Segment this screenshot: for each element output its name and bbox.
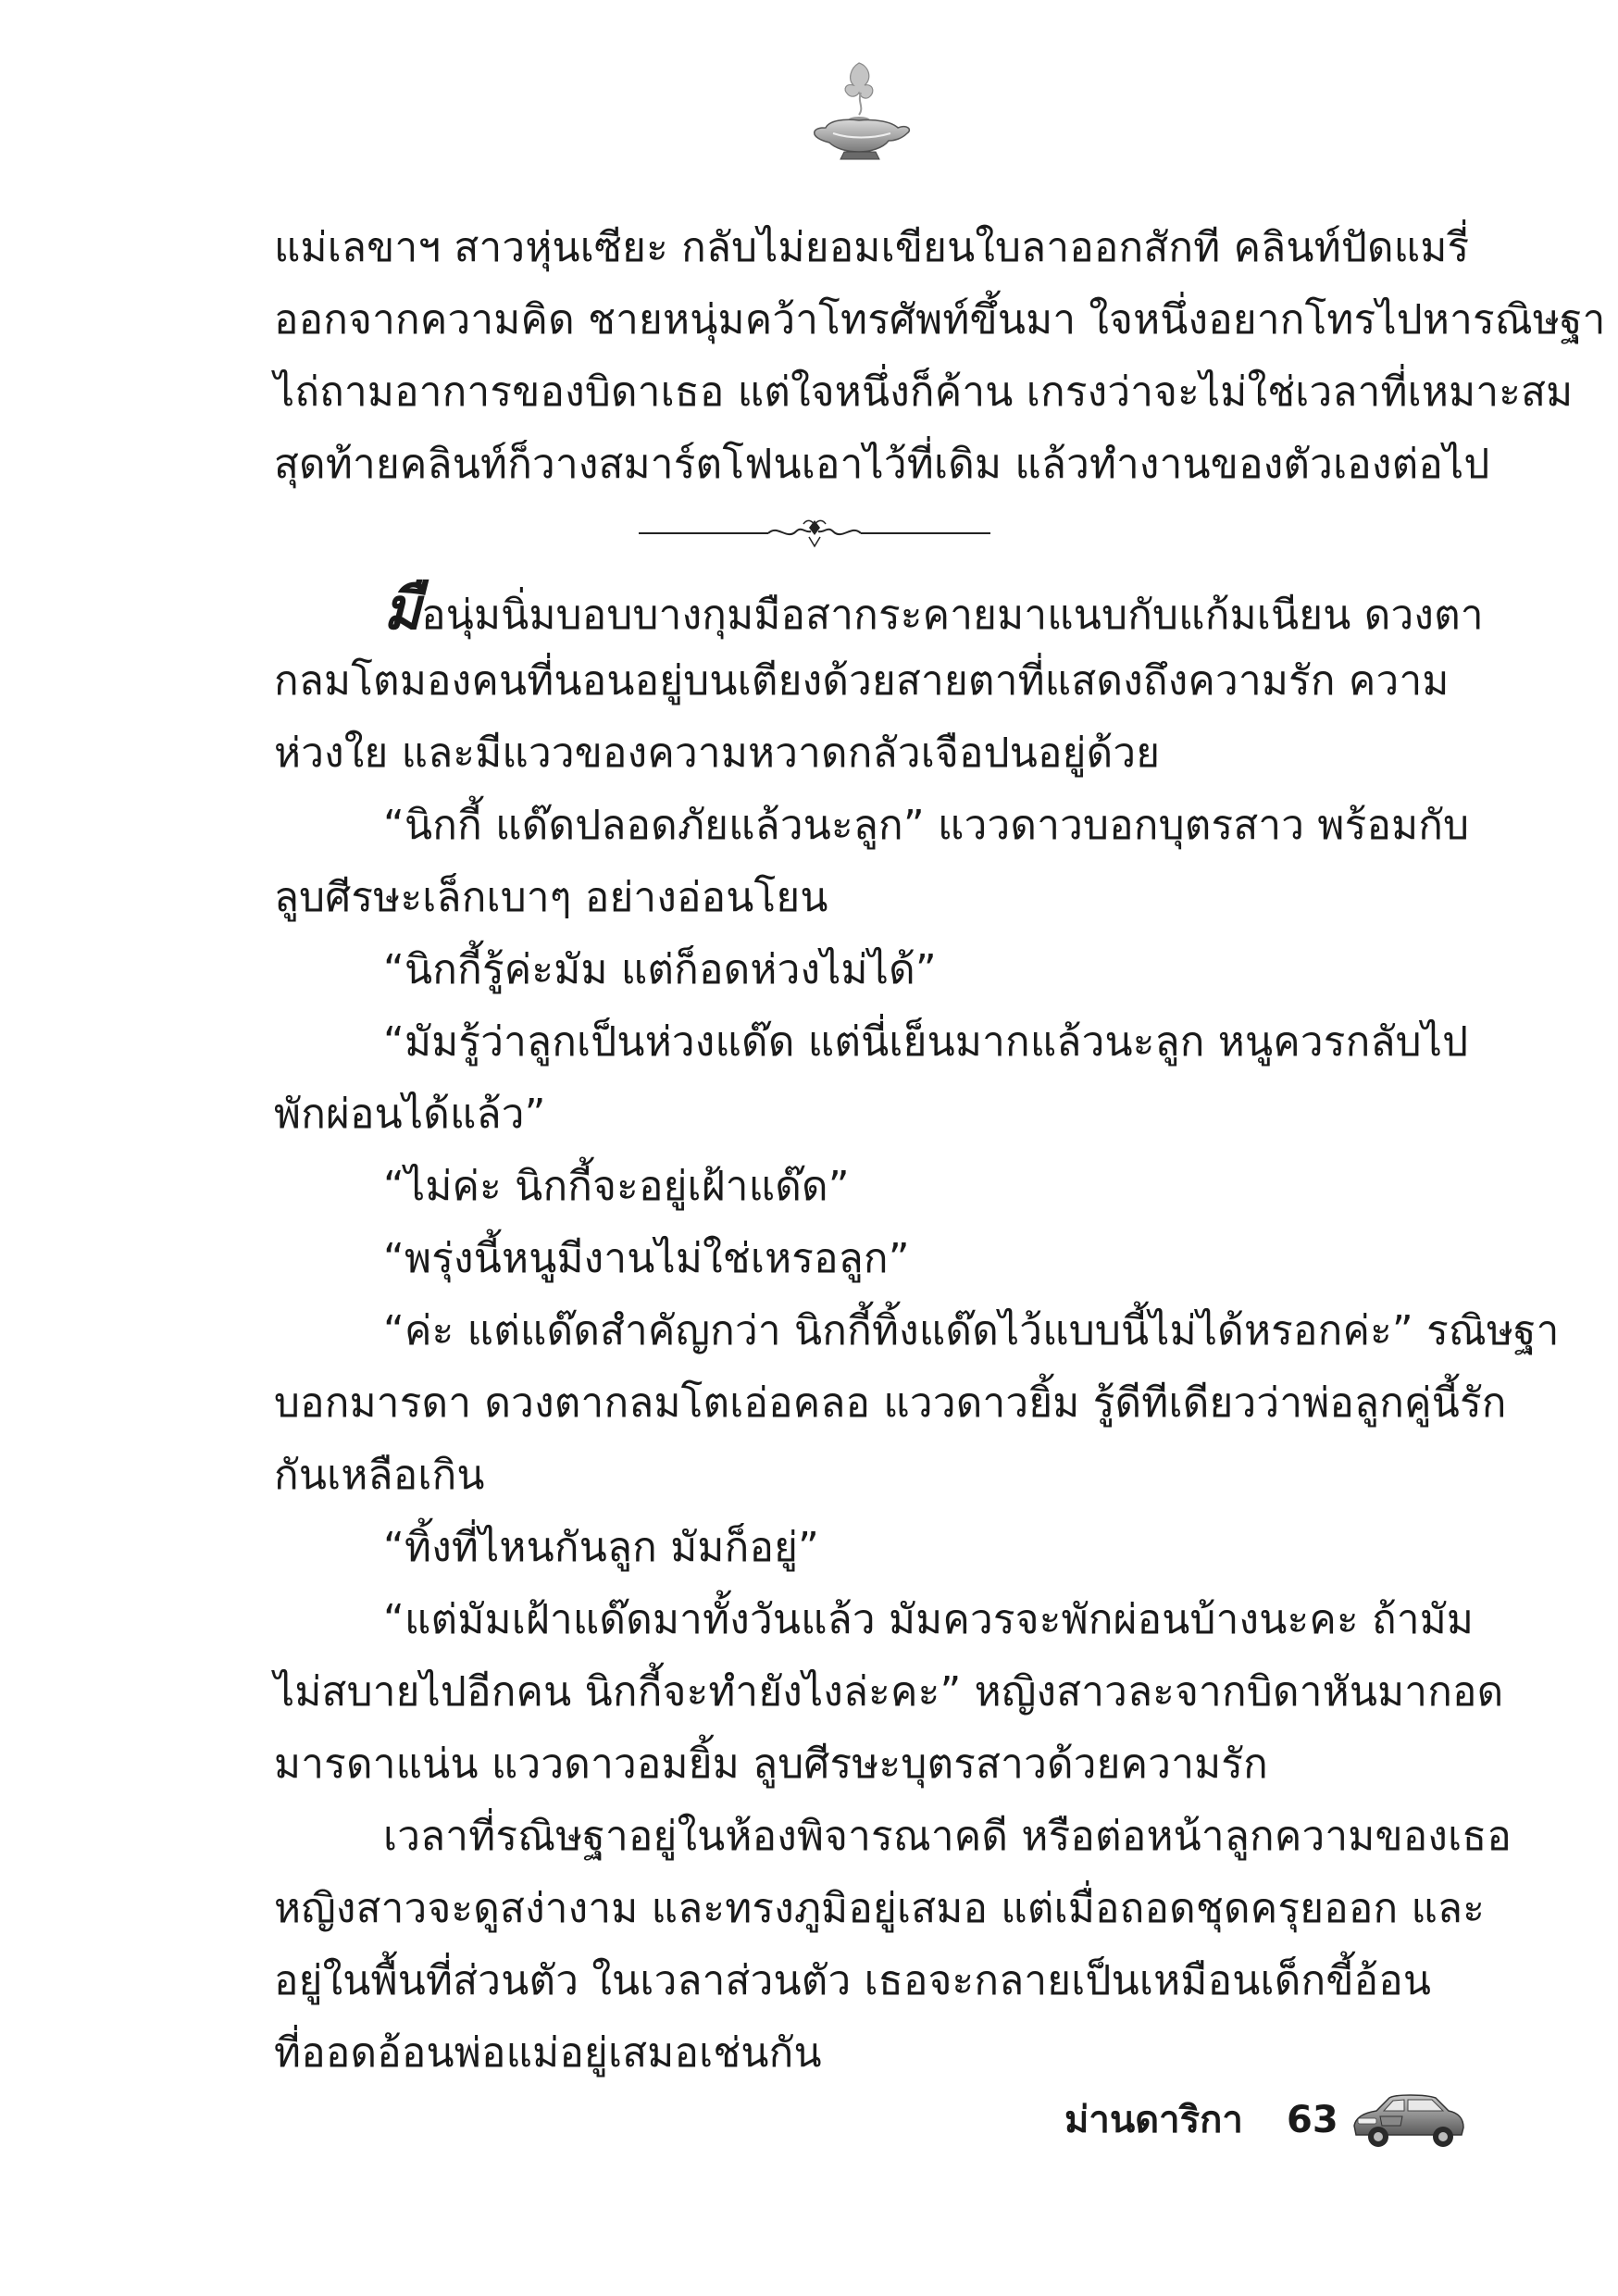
text-line: “มัมรู้ว่าลูกเป็นห่วงแด๊ด แต่นี่เย็นมากแล้วนะลูก หนูควรกลับไป — [383, 1018, 1469, 1066]
text-line: แม่เลขาฯ สาวหุ่นเซียะ กลับไม่ยอมเขียนใบลาออกสักที คลินท์ปัดแมรี่ — [274, 224, 1470, 271]
text-line: บอกมารดา ดวงตากลมโตเอ่อคลอ แววดาวยิ้ม รู้ดีทีเดียวว่าพ่อลูกคู่นี้รัก — [274, 1379, 1507, 1427]
text-line: ลูบศีรษะเล็กเบาๆ อย่างอ่อนโยน — [274, 874, 828, 921]
text-line: ห่วงใย และมีแววของความหวาดกลัวเจือปนอยู่ด้วย — [274, 730, 1161, 777]
text-line: ที่ออดอ้อนพ่อแม่อยู่เสมอเช่นกัน — [274, 2029, 822, 2077]
text-line: พักผ่อนได้แล้ว” — [274, 1091, 546, 1138]
text-line: “พรุ่งนี้หนูมีงานไม่ใช่เหรอลูก” — [383, 1235, 910, 1282]
page-number: 63 — [1287, 2099, 1338, 2141]
text-line: “นิกกี้ แด๊ดปลอดภัยแล้วนะลูก” แววดาวบอกบุตรสาว พร้อมกับ — [383, 802, 1470, 849]
car-icon — [1347, 2085, 1467, 2152]
text-line: หญิงสาวจะดูสง่างาม และทรงภูมิอยู่เสมอ แต่เมื่อถอดชุดครุยออก และ — [274, 1885, 1486, 1932]
text-line: เวลาที่รณิษฐาอยู่ในห้องพิจารณาคดี หรือต่อหน้าลูกความของเธอ — [383, 1813, 1512, 1860]
text-line: “นิกกี้รู้ค่ะมัม แต่ก็อดห่วงไม่ได้” — [383, 946, 937, 993]
book-title: ม่านดาริกา — [1064, 2099, 1243, 2141]
text-line: ออกจากความคิด ชายหนุ่มคว้าโทรศัพท์ขึ้นมา ใจหนึ่งอยากโทรไปหารณิษฐา — [274, 296, 1606, 343]
text-line: ไถ่ถามอาการของบิดาเธอ แต่ใจหนึ่งก็ค้าน เกรงว่าจะไม่ใช่เวลาที่เหมาะสม — [274, 368, 1574, 416]
text-line: “ไม่ค่ะ นิกกี้จะอยู่เฝ้าแด๊ด” — [383, 1163, 850, 1210]
text-line: มารดาแน่น แววดาวอมยิ้ม ลูบศีรษะบุตรสาวด้วยความรัก — [274, 1741, 1268, 1788]
text-line: “ทิ้งที่ไหนกันลูก มัมก็อยู่” — [383, 1524, 820, 1571]
text-line: สุดท้ายคลินท์ก็วางสมาร์ตโฟนเอาไว้ที่เดิม แล้วทำงานของตัวเองต่อไป — [274, 441, 1490, 488]
text-line — [383, 575, 1484, 643]
text-line-rest: อนุ่มนิ่มบอบบางกุมมือสากระคายมาแนบกับแก้มเนียน ดวงตา — [421, 592, 1484, 639]
text-line: กลมโตมองคนที่นอนอยู่บนเตียงด้วยสายตาที่แสดงถึงความรัก ความ — [274, 657, 1450, 705]
drop-cap: มื — [383, 575, 422, 643]
text-line: กันเหลือเกิน — [274, 1452, 485, 1499]
genie-lamp-icon — [805, 56, 916, 167]
ornamental-divider-icon — [639, 515, 990, 552]
text-line: “ค่ะ แต่แด๊ดสำคัญกว่า นิกกี้ทิ้งแด๊ดไว้แบบนี้ไม่ได้หรอกค่ะ” รณิษฐา — [383, 1307, 1560, 1354]
text-line: “แต่มัมเฝ้าแด๊ดมาทั้งวันแล้ว มัมควรจะพักผ่อนบ้างนะคะ ถ้ามัม — [383, 1596, 1475, 1643]
text-line: ไม่สบายไปอีกคน นิกกี้จะทำยังไงล่ะคะ” หญิงสาวละจากบิดาหันมากอด — [274, 1668, 1504, 1716]
text-line: อยู่ในพื้นที่ส่วนตัว ในเวลาส่วนตัว เธอจะกลายเป็นเหมือนเด็กขี้อ้อน — [274, 1957, 1432, 2004]
